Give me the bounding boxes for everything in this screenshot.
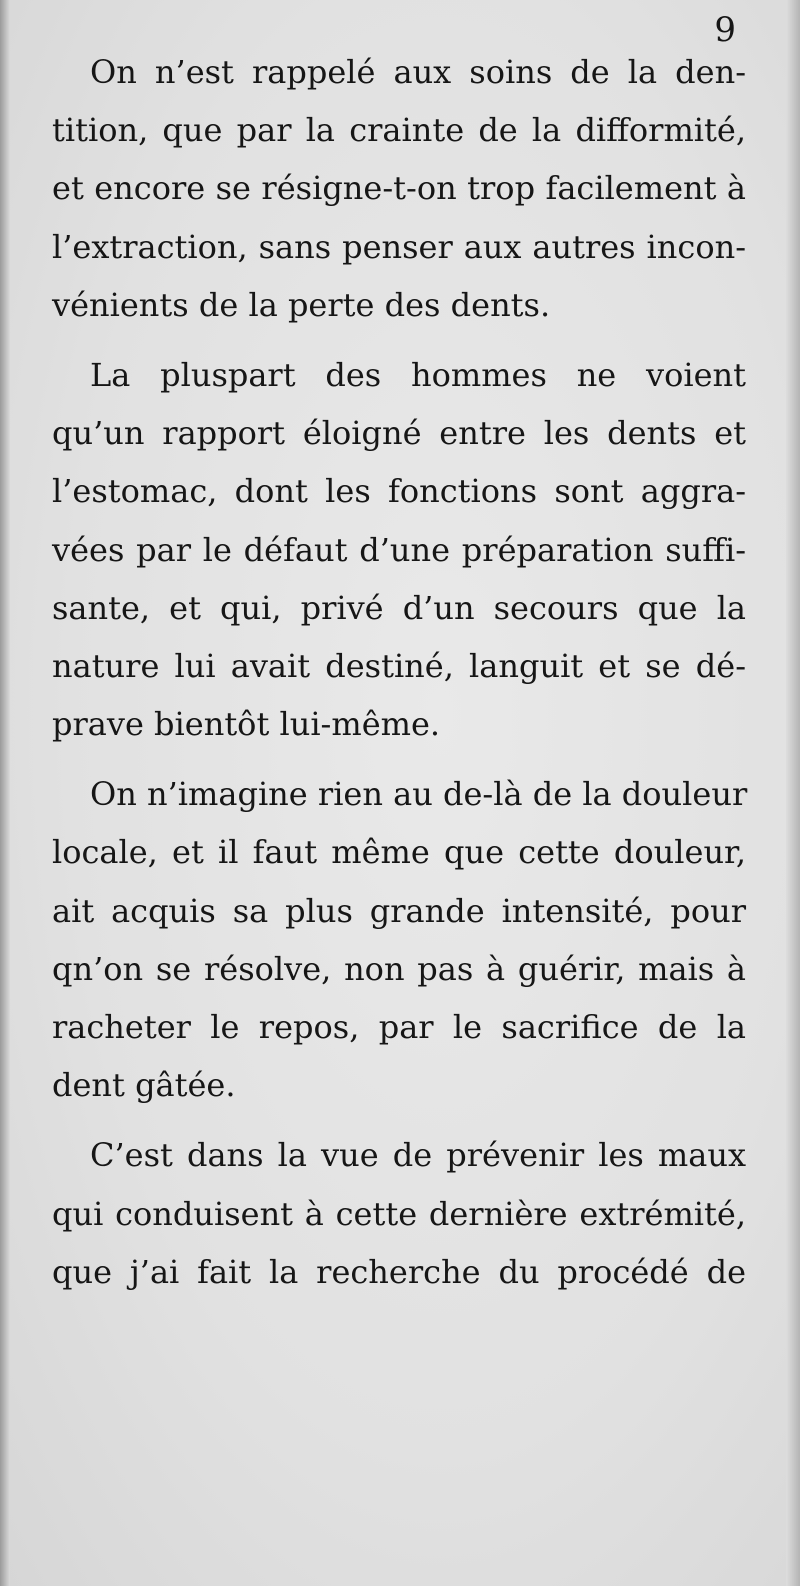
text-line: locale, et il faut même que cette douleur, xyxy=(52,833,746,872)
paragraph-1 xyxy=(52,43,746,334)
text-line: l’estomac, dont les fonctions sont aggra- xyxy=(52,472,746,511)
text-line: que j’ai fait la recherche du procédé de xyxy=(52,1252,746,1291)
text-line: prave bientôt lui-même. xyxy=(52,705,441,744)
page-number: 9 xyxy=(714,10,736,50)
page-left-edge xyxy=(0,0,10,1586)
text-line: racheter le repos, par le sacrifice de la xyxy=(52,1008,746,1046)
text-line: qn’on se résolve, non pas à guérir, mais à xyxy=(52,949,746,988)
text-line: l’extraction, sans penser aux autres incon- xyxy=(52,227,746,266)
paragraph-4 xyxy=(52,1126,746,1301)
text-line: qu’un rapport éloigné entre les dents et xyxy=(52,414,746,453)
text-line: nature lui avait destiné, languit et se dé- xyxy=(52,646,746,685)
text-line: dent gâtée. xyxy=(52,1066,236,1105)
paragraph-2 xyxy=(52,346,746,753)
text-line: vées par le défaut d’une préparation suffi- xyxy=(52,530,746,569)
text-line: On n’imagine rien au de-là de la douleur xyxy=(90,775,748,814)
text-line: ait acquis sa plus grande intensité, pour xyxy=(52,891,746,930)
text-line: et encore se résigne-t-on trop facilement à xyxy=(52,169,746,208)
paragraph-3 xyxy=(52,765,746,1114)
text-line: La pluspart des hommes ne voient xyxy=(90,355,746,394)
text-line: tition, que par la crainte de la difformité, xyxy=(52,111,746,150)
text-line: C’est dans la vue de prévenir les maux xyxy=(90,1136,746,1175)
text-line: qui conduisent à cette dernière extrémité, xyxy=(52,1194,746,1233)
page-right-edge xyxy=(786,0,800,1586)
body-text xyxy=(52,43,746,1313)
text-line: On n’est rappelé aux soins de la den- xyxy=(90,53,746,91)
text-line: sante, et qui, privé d’un secours que la xyxy=(52,588,746,627)
text-line: vénients de la perte des dents. xyxy=(52,285,551,324)
